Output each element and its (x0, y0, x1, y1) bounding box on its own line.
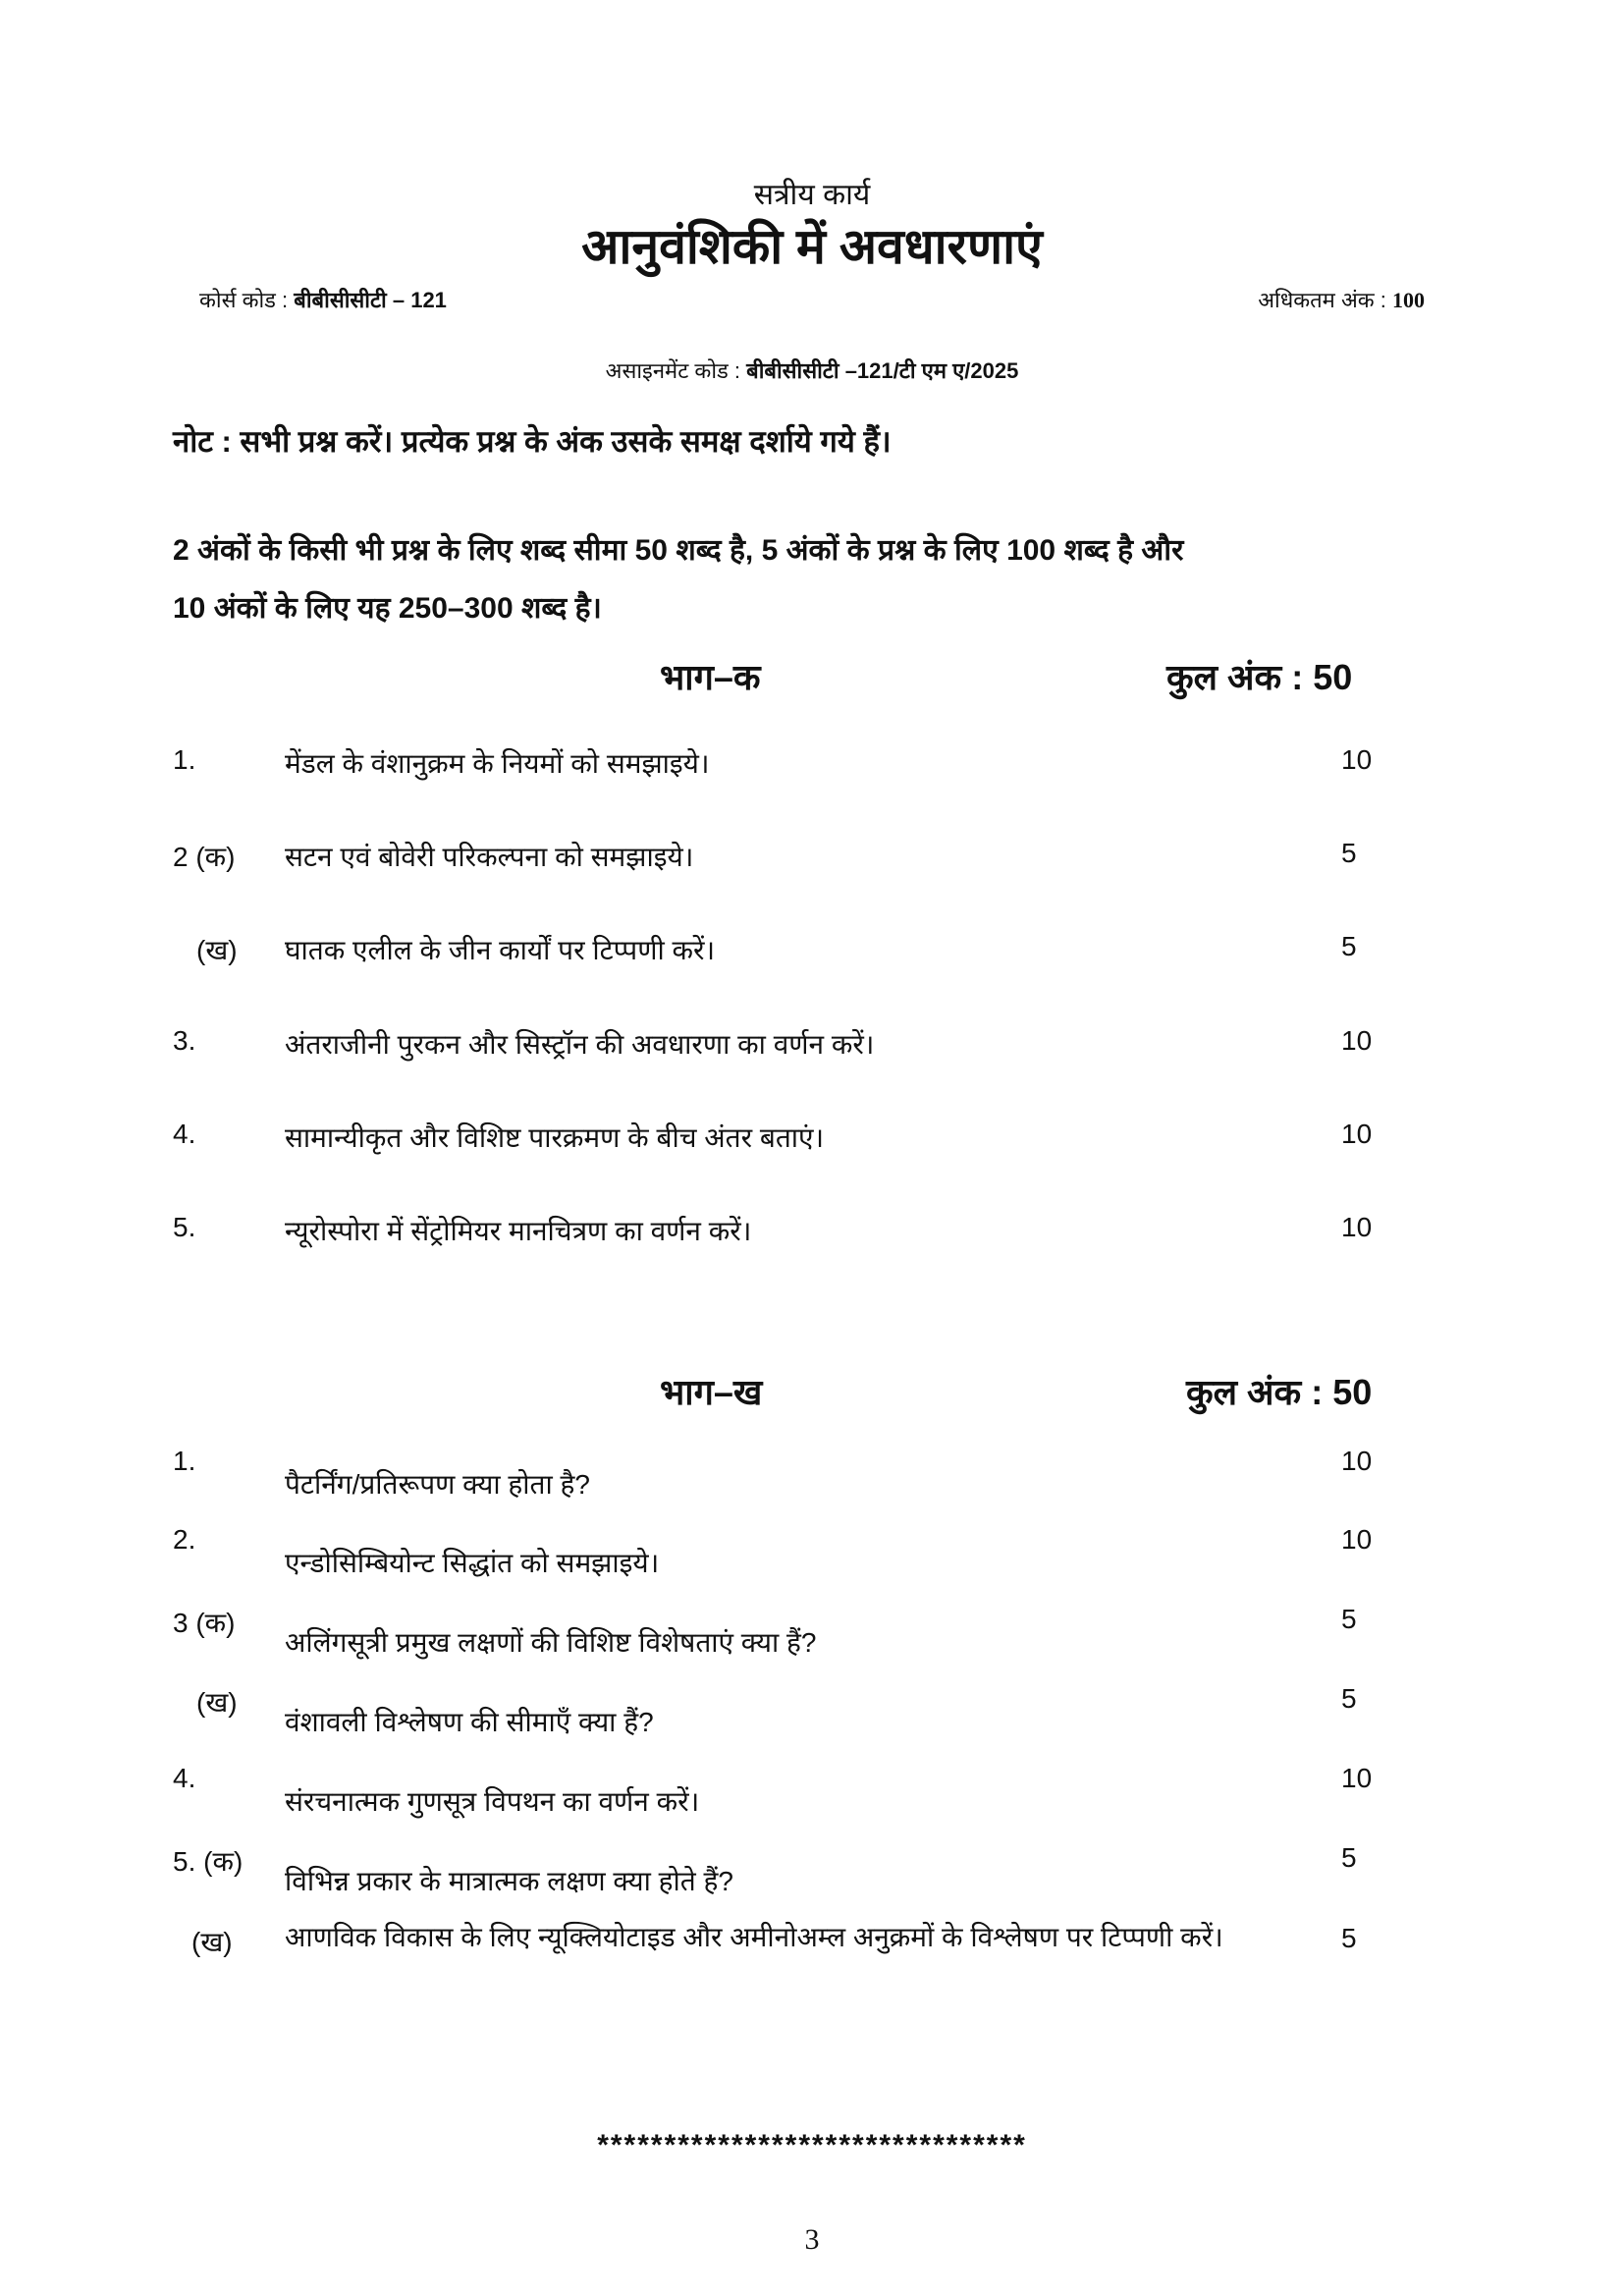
end-separator: ******************************** (597, 2129, 1027, 2161)
course-code-label: कोर्स कोड : (199, 288, 289, 312)
question-text: आणविक विकास के लिए न्यूक्लियोटाइड और अमीनोअम्ल अनुक्रमों के विश्लेषण पर टिप्पणी करें। (285, 1922, 1223, 1952)
note: नोट : सभी प्रश्न करें। प्रत्येक प्रश्न के अंक उसके समक्ष दर्शाये गये हैं। (173, 424, 892, 459)
question-number: 4. (173, 1763, 196, 1793)
question-marks: 5 (1341, 931, 1357, 961)
question-marks: 5 (1341, 1923, 1357, 1953)
question-text: अलिंगसूत्री प्रमुख लक्षणों की विशिष्ट विशेषताएं क्या हैं? (285, 1627, 817, 1658)
question-marks: 10 (1341, 1025, 1373, 1056)
question-text: न्यूरोस्पोरा में सेंट्रोमियर मानचित्रण का वर्णन करें। (285, 1216, 752, 1246)
question-number: 3. (173, 1025, 196, 1056)
question-text: सटन एवं बोवेरी परिकल्पना को समझाइये। (285, 842, 694, 872)
question-number: 1. (173, 744, 196, 775)
part-a-total: कुल अंक : 50 (1166, 657, 1353, 697)
question-marks: 10 (1341, 744, 1373, 775)
question-text: अंतराजीनी पुरकन और सिस्ट्रॉन की अवधारणा का वर्णन करें। (285, 1029, 875, 1060)
question-number: 2. (173, 1524, 196, 1555)
max-marks-label: अधिकतम अंक : (1258, 288, 1386, 312)
document-title: आनुवंशिकी में अवधारणाएं (581, 219, 1043, 274)
assignment-code-value: बीबीसीसीटी –121/टी एम ए/2025 (746, 358, 1019, 383)
question-number: (ख) (196, 935, 238, 965)
question-text: वंशावली विश्लेषण की सीमाएँ क्या हैं? (285, 1707, 654, 1737)
question-text: मेंडल के वंशानुक्रम के नियमों को समझाइये। (285, 748, 710, 779)
course-code-value: बीबीसीसीटी – 121 (294, 288, 447, 312)
question-marks: 5 (1341, 838, 1357, 868)
question-text: सामान्यीकृत और विशिष्ट पारक्रमण के बीच अंतर बताएं। (285, 1122, 825, 1153)
question-marks: 5 (1341, 1604, 1357, 1634)
question-number: (ख) (196, 1687, 238, 1718)
question-number: 1. (173, 1446, 196, 1476)
part-b-title: भाग–ख (660, 1372, 763, 1412)
assignment-code-label: असाइनमेंट कोड : (605, 358, 741, 383)
question-marks: 10 (1341, 1524, 1373, 1555)
part-b-total: कुल अंक : 50 (1186, 1372, 1373, 1412)
question-number: (ख) (191, 1927, 233, 1957)
question-text: घातक एलील के जीन कार्यों पर टिप्पणी करें। (285, 935, 716, 965)
word-limit-line-2: 10 अंकों के लिए यह 250–300 शब्द है। (173, 592, 602, 625)
question-number: 4. (173, 1119, 196, 1149)
question-text: पैटर्निंग/प्रतिरूपण क्या होता है? (285, 1469, 590, 1500)
course-code (199, 285, 447, 314)
question-number: 5. (क) (173, 1846, 244, 1877)
page-number: 3 (804, 2223, 820, 2256)
question-marks: 5 (1341, 1683, 1357, 1714)
question-marks: 5 (1341, 1842, 1357, 1873)
assignment-code (0, 355, 1624, 385)
question-marks: 10 (1341, 1212, 1373, 1242)
word-limit-line-1: 2 अंकों के किसी भी प्रश्न के लिए शब्द सीमा 50 शब्द है, 5 अंकों के प्रश्न के लिए 100 शब्द है और (173, 534, 1184, 567)
question-text: संरचनात्मक गुणसूत्र विपथन का वर्णन करें। (285, 1786, 700, 1817)
question-number: 5. (173, 1212, 196, 1242)
question-text: विभिन्न प्रकार के मात्रात्मक लक्षण क्या होते हैं? (285, 1866, 733, 1896)
max-marks (1258, 285, 1425, 314)
question-number: 3 (क) (173, 1608, 236, 1638)
question-number: 2 (क) (173, 842, 236, 872)
part-a-title: भाग–क (660, 657, 761, 697)
question-marks: 10 (1341, 1446, 1373, 1476)
question-marks: 10 (1341, 1763, 1373, 1793)
document-subtitle: सत्रीय कार्य (753, 179, 871, 211)
question-marks: 10 (1341, 1119, 1373, 1149)
max-marks-value: 100 (1392, 288, 1425, 312)
question-text: एन्डोसिम्बियोन्ट सिद्धांत को समझाइये। (285, 1548, 660, 1578)
